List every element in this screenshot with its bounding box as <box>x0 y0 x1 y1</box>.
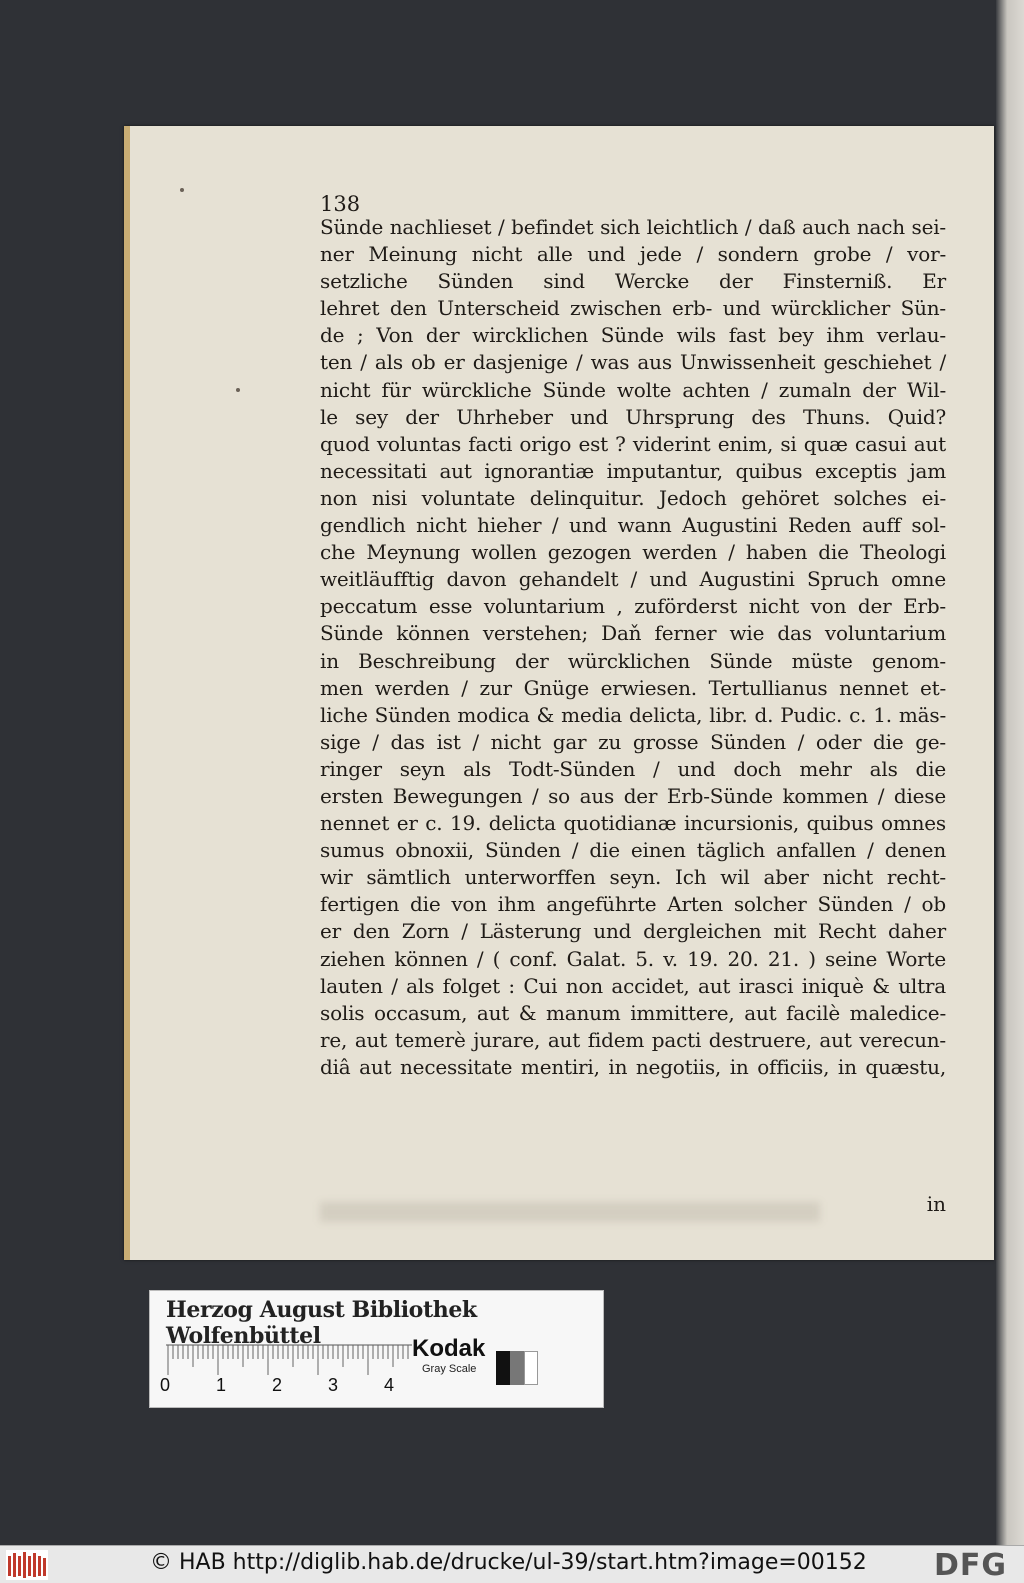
text-line: wir sämtlich unterworffen seyn. Ich wil aber nicht recht- <box>320 865 946 890</box>
text-line: fertigen die von ihm angeführte Arten solcher Sünden / ob <box>320 892 946 917</box>
scanner-backdrop-edge <box>996 0 1024 1545</box>
ruler-label: 1 <box>216 1375 227 1395</box>
text-line: non nisi voluntate delinquitur. Jedoch gehöret solches ei- <box>320 485 946 510</box>
text-line: peccatum esse voluntarium , zuförderst nicht von der Erb- <box>320 594 946 619</box>
ruler <box>166 1343 412 1377</box>
ruler-label: 0 <box>160 1375 171 1395</box>
gray-patch-black <box>496 1351 510 1385</box>
text-line: liche Sünden modica & media delicta, libr. d. Pudic. c. 1. mäs- <box>320 702 946 727</box>
bleed-through-smudge <box>320 1202 820 1222</box>
text-line: che Meynung wollen gezogen werden / haben die Theologi <box>320 540 946 565</box>
paper-speck <box>236 388 240 392</box>
text-line: ziehen können / ( conf. Galat. 5. v. 19. 20. 21. ) seine Worte <box>320 946 946 971</box>
copyright-url: © HAB http://diglib.hab.de/drucke/ul-39/start.htm?image=00152 <box>150 1550 867 1575</box>
catchword: in <box>926 1192 946 1216</box>
text-line: ten / als ob er dasjenige / was aus Unwissenheit geschiehet / <box>320 350 946 375</box>
kodak-brand: Kodak <box>412 1335 486 1362</box>
text-line: men werden / zur Gnüge erwiesen. Tertullianus nennet et- <box>320 675 946 700</box>
library-name: Herzog August Bibliothek Wolfenbüttel <box>166 1297 477 1349</box>
text-line: solis occasum, aut & manum immittere, aut facilè maledice- <box>320 1000 946 1025</box>
text-line: de ; Von der wircklichen Sünde wils fast bey ihm verlau- <box>320 323 946 348</box>
page-number: 138 <box>320 192 361 216</box>
text-line: Sünde können verstehen; Daň ferner wie das voluntarium <box>320 621 946 646</box>
color-scale-card <box>149 1290 604 1408</box>
dfg-logo: DFG <box>934 1548 1008 1583</box>
text-line: weitläufftig davon gehandelt / und Augustini Spruch omne <box>320 567 946 592</box>
kodak-gray-scale-label: Gray Scale <box>422 1363 477 1375</box>
ruler-labels <box>160 1375 400 1395</box>
gray-patch-mid <box>510 1351 524 1385</box>
text-line: lehret den Unterscheid zwischen erb- und würcklicher Sün- <box>320 296 946 321</box>
text-line: sumus obnoxii, Sünden / die einen täglich anfallen / denen <box>320 838 946 863</box>
text-line: ner Meinung nicht alle und jede / sondern grobe / vor- <box>320 242 946 267</box>
ruler-label: 3 <box>328 1375 339 1395</box>
ruler-label: 4 <box>384 1375 395 1395</box>
ruler-label: 2 <box>272 1375 283 1395</box>
text-line: le sey der Uhrheber und Uhrsprung des Thuns. Quid? <box>320 404 946 429</box>
gray-patch-white <box>524 1351 538 1385</box>
text-line: necessitati aut ignorantiæ imputantur, quibus exceptis jam <box>320 458 946 483</box>
text-lines <box>320 214 946 1081</box>
book-page <box>124 126 994 1260</box>
text-line: Sünde nachlieset / befindet sich leichtlich / daß auch nach sei- <box>320 215 946 239</box>
paper-speck <box>180 188 184 192</box>
text-line: er den Zorn / Lästerung und dergleichen mit Recht daher <box>320 919 946 944</box>
text-line: lauten / als folget : Cui non accidet, aut irasci iniquè & ultra <box>320 973 946 998</box>
text-line: in Beschreibung der würcklichen Sünde müste genom- <box>320 648 946 673</box>
text-line: ersten Bewegungen / so aus der Erb-Sünde kommen / diese <box>320 783 946 808</box>
text-line: re, aut temerè jurare, aut fidem pacti destruere, aut verecun- <box>320 1027 946 1052</box>
text-line: ringer seyn als Todt-Sünden / und doch mehr als die <box>320 756 946 781</box>
footer-bar <box>0 1545 1024 1583</box>
text-line: nicht für würckliche Sünde wolte achten / zumaln der Wil- <box>320 377 946 402</box>
hab-logo-icon <box>6 1550 48 1580</box>
text-line: sige / das ist / nicht gar zu grosse Sünden / oder die ge- <box>320 729 946 754</box>
text-line: gendlich nicht hieher / und wann Augustini Reden auff sol- <box>320 513 946 538</box>
text-line: setzliche Sünden sind Wercke der Finsterniß. Er <box>320 269 946 294</box>
text-line: diâ aut necessitate mentiri, in negotiis, in officiis, in quæstu, <box>320 1054 946 1079</box>
text-line: nennet er c. 19. delicta quotidianæ incursionis, quibus omnes <box>320 811 946 836</box>
text-line: quod voluntas facti origo est ? viderint enim, si quæ casui aut <box>320 431 946 456</box>
